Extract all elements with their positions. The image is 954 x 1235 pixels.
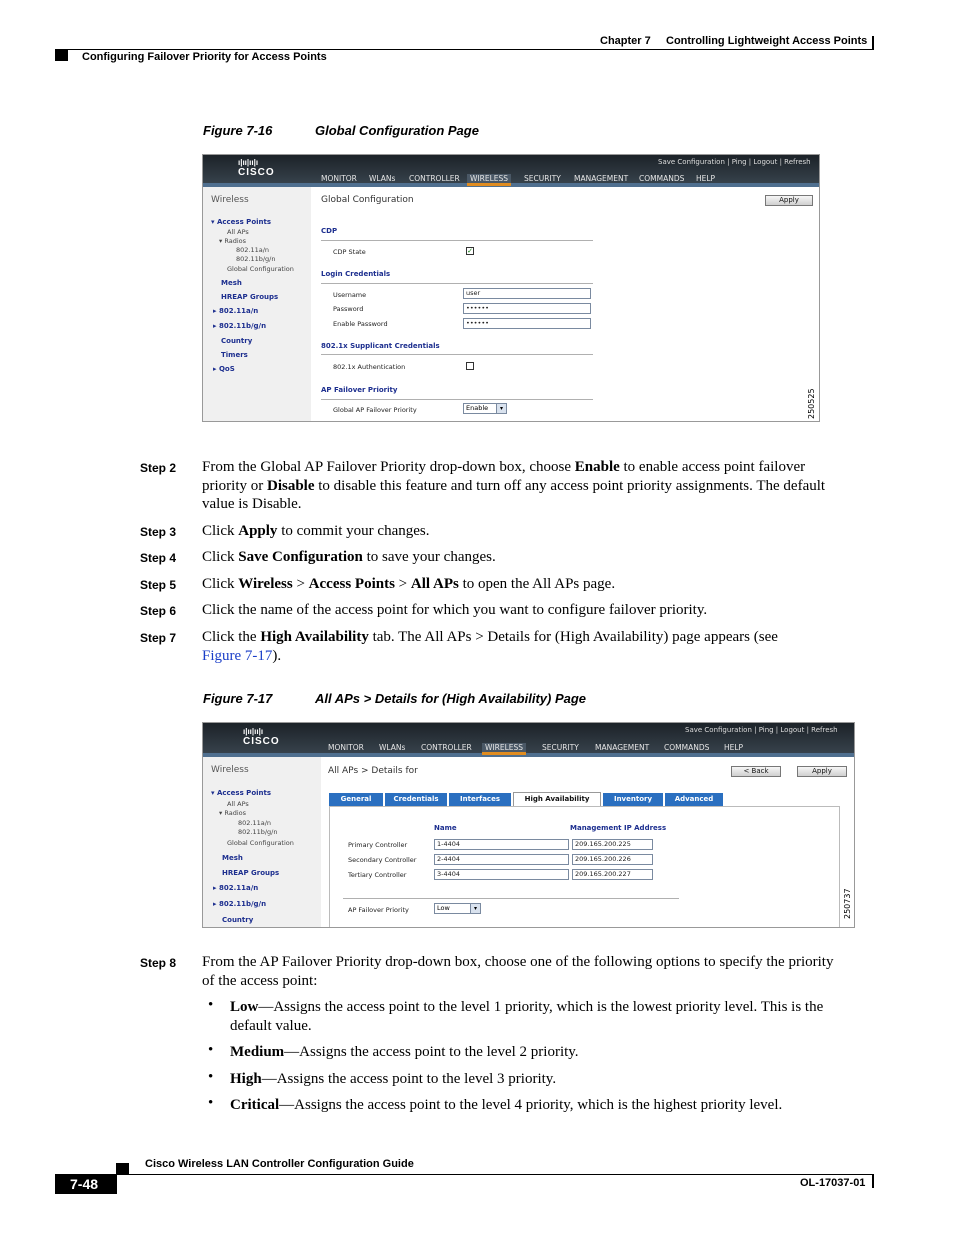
- step-5-text: Click Wireless > Access Points > All APs to open the All APs page.: [202, 576, 616, 592]
- sidebar-item-80211b[interactable]: ▸ 802.11b/g/n: [213, 322, 267, 330]
- section-failover: AP Failover Priority: [321, 386, 398, 394]
- step-5-label: Step 5: [140, 578, 177, 592]
- step-6-text: Click the name of the access point for which you want to configure failover priority.: [202, 602, 708, 618]
- tab-advanced[interactable]: Advanced: [665, 793, 723, 806]
- tab-general[interactable]: General: [329, 793, 383, 806]
- figure-17-id: 250737: [843, 888, 852, 919]
- step-7-label: Step 7: [140, 631, 177, 645]
- chapter-title: Controlling Lightweight Access Points: [666, 35, 868, 47]
- sidebar-item-all-aps[interactable]: All APs: [227, 228, 249, 236]
- page-title: All APs > Details for: [328, 766, 418, 776]
- step-7-text: Click the High Availability tab. The All APs > Details for (High Availability) page appears (see Figure 7-17).: [202, 629, 778, 664]
- sidebar-item-all-aps[interactable]: All APs: [227, 800, 249, 808]
- password-input[interactable]: ••••••: [463, 303, 591, 314]
- enable-password-label: Enable Password: [333, 320, 388, 328]
- step-3-label: Step 3: [140, 525, 177, 539]
- auth-label: 802.1x Authentication: [333, 363, 406, 371]
- step-8-label: Step 8: [140, 956, 177, 970]
- column-header-ip: Management IP Address: [570, 824, 667, 832]
- apply-button[interactable]: Apply: [797, 766, 847, 777]
- secondary-controller-name-input[interactable]: 2-4404: [434, 854, 569, 865]
- figure-16-id: 250525: [807, 388, 816, 419]
- menu-security[interactable]: SECURITY: [542, 743, 579, 752]
- figure-16-title: Global Configuration Page: [315, 123, 479, 138]
- primary-controller-label: Primary Controller: [348, 841, 408, 849]
- sidebar-item-global-config[interactable]: Global Configuration: [227, 839, 294, 847]
- tab-inventory[interactable]: Inventory: [603, 793, 663, 806]
- sidebar-item-radio-b[interactable]: 802.11b/g/n: [236, 255, 276, 263]
- step-2-text: From the Global AP Failover Priority drop-down box, choose Enable to enable access point failover priority or Disable to disable this feature and turn off any access point priority assignments. The default value is Disable.: [202, 459, 826, 512]
- menu-management[interactable]: MANAGEMENT: [595, 743, 650, 752]
- sidebar-item-access-points[interactable]: ▾ Access Points: [211, 218, 272, 226]
- menu-wireless[interactable]: WIRELESS: [467, 174, 511, 186]
- header-rule-right-tick: [872, 36, 874, 50]
- cdp-state-label: CDP State: [333, 248, 366, 256]
- sidebar-item-radio-a[interactable]: 802.11a/n: [236, 246, 270, 254]
- bullet-critical: Critical—Assigns the access point to the level 4 priority, which is the highest priority level.: [230, 1097, 783, 1113]
- primary-controller-ip-input[interactable]: 209.165.200.225: [572, 839, 653, 850]
- menu-commands[interactable]: COMMANDS: [664, 743, 710, 752]
- sidebar-item-qos[interactable]: ▸ QoS: [213, 365, 235, 373]
- sidebar-item-radios[interactable]: ▾ Radios: [219, 237, 246, 245]
- tertiary-controller-name-input[interactable]: 3-4404: [434, 869, 569, 880]
- sidebar-item-radios[interactable]: ▾ Radios: [219, 809, 246, 817]
- sidebar-item-radio-a[interactable]: 802.11a/n: [238, 819, 272, 827]
- bullet-dot: •: [208, 1069, 214, 1085]
- page-title: Global Configuration: [321, 195, 414, 205]
- global-failover-select[interactable]: Enable ▾: [463, 403, 507, 414]
- menu-wireless[interactable]: WIRELESS: [482, 743, 526, 755]
- figure-17-screenshot: [202, 722, 855, 928]
- menu-help[interactable]: HELP: [696, 174, 716, 183]
- sidebar-item-country[interactable]: Country: [221, 337, 253, 345]
- step-2-label: Step 2: [140, 461, 177, 475]
- step-8-text: From the AP Failover Priority drop-down box, choose one of the following options to specify the priority of the access point:: [202, 954, 834, 989]
- sidebar-item-80211b[interactable]: ▸ 802.11b/g/n: [213, 900, 267, 908]
- primary-controller-name-input[interactable]: 1-4404: [434, 839, 569, 850]
- tertiary-controller-ip-input[interactable]: 209.165.200.227: [572, 869, 653, 880]
- doc-number: OL-17037-01: [800, 1177, 866, 1189]
- auth-checkbox[interactable]: [466, 362, 474, 370]
- figure-16-number: Figure 7-16: [203, 123, 273, 138]
- back-button[interactable]: < Back: [731, 766, 781, 777]
- bullet-low: Low—Assigns the access point to the level 1 priority, which is the lowest priority level. This is the default value.: [230, 999, 824, 1034]
- username-input[interactable]: user: [463, 288, 591, 299]
- figure-17-number: Figure 7-17: [203, 691, 273, 706]
- bullet-medium: Medium—Assigns the access point to the level 2 priority.: [230, 1044, 579, 1060]
- username-label: Username: [333, 291, 367, 299]
- sidebar-title: Wireless: [211, 195, 249, 205]
- section-cdp: CDP: [321, 227, 338, 235]
- guide-title: Cisco Wireless LAN Controller Configuration Guide: [145, 1158, 414, 1170]
- figure-17-title: All APs > Details for (High Availability) Page: [315, 691, 587, 706]
- menu-commands[interactable]: COMMANDS: [639, 174, 685, 183]
- cdp-state-checkbox[interactable]: ✓: [467, 247, 473, 255]
- password-label: Password: [333, 305, 364, 313]
- sidebar-title: Wireless: [211, 765, 249, 775]
- cisco-logo: ı|ıı|ıı|ı CISCO: [238, 158, 275, 178]
- secondary-controller-label: Secondary Controller: [348, 856, 417, 864]
- figure-17-link[interactable]: Figure 7-17: [202, 647, 273, 664]
- secondary-controller-ip-input[interactable]: 209.165.200.226: [572, 854, 653, 865]
- column-header-name: Name: [434, 824, 457, 832]
- bullet-dot: •: [208, 1095, 214, 1111]
- sidebar-item-hreap[interactable]: HREAP Groups: [221, 293, 279, 301]
- global-failover-label: Global AP Failover Priority: [333, 406, 417, 414]
- menu-wlans[interactable]: WLANs: [379, 743, 406, 752]
- page-number: 7-48: [70, 1176, 99, 1192]
- footer-rule-right-tick: [872, 1174, 874, 1188]
- bullet-dot: •: [208, 997, 214, 1013]
- tertiary-controller-label: Tertiary Controller: [348, 871, 407, 879]
- tab-credentials[interactable]: Credentials: [385, 793, 447, 806]
- footer-marker: [116, 1163, 129, 1174]
- sidebar-item-country[interactable]: Country: [222, 916, 254, 924]
- chapter-number: Chapter 7: [600, 35, 651, 47]
- menu-management[interactable]: MANAGEMENT: [574, 174, 629, 183]
- chevron-down-icon: ▾: [496, 404, 506, 413]
- step-4-text: Click Save Configuration to save your changes.: [202, 549, 496, 565]
- top-links[interactable]: Save Configuration | Ping | Logout | Refresh: [685, 726, 838, 734]
- sidebar-item-mesh[interactable]: Mesh: [221, 279, 242, 287]
- header-rule: [55, 49, 874, 50]
- bullet-high: High—Assigns the access point to the level 3 priority.: [230, 1071, 557, 1087]
- bullet-dot: •: [208, 1042, 214, 1058]
- step-3-text: Click Apply to commit your changes.: [202, 523, 430, 539]
- ap-failover-priority-label: AP Failover Priority: [348, 906, 409, 914]
- menu-help[interactable]: HELP: [724, 743, 744, 752]
- section-supplicant: 802.1x Supplicant Credentials: [321, 342, 440, 350]
- sidebar-item-mesh[interactable]: Mesh: [222, 854, 243, 862]
- chevron-down-icon: ▾: [470, 904, 480, 913]
- step-6-label: Step 6: [140, 604, 177, 618]
- footer-rule: [55, 1174, 874, 1175]
- sidebar-item-global-config[interactable]: Global Configuration: [227, 265, 294, 273]
- sidebar-item-radio-b[interactable]: 802.11b/g/n: [238, 828, 278, 836]
- step-4-label: Step 4: [140, 551, 177, 565]
- menu-wlans[interactable]: WLANs: [369, 174, 396, 183]
- sidebar-item-access-points[interactable]: ▾ Access Points: [211, 789, 272, 797]
- apply-button[interactable]: Apply: [765, 195, 813, 206]
- menu-security[interactable]: SECURITY: [524, 174, 561, 183]
- sidebar-item-80211a[interactable]: ▸ 802.11a/n: [213, 307, 259, 315]
- sidebar-item-80211a[interactable]: ▸ 802.11a/n: [213, 884, 259, 892]
- menu-controller[interactable]: CONTROLLER: [409, 174, 460, 183]
- menu-controller[interactable]: CONTROLLER: [421, 743, 472, 752]
- top-links[interactable]: Save Configuration | Ping | Logout | Refresh: [658, 158, 811, 166]
- section-login-credentials: Login Credentials: [321, 270, 391, 278]
- figure-16-screenshot: [202, 154, 820, 422]
- cisco-logo: ı|ıı|ıı|ı CISCO: [243, 727, 280, 747]
- sidebar-item-timers[interactable]: Timers: [221, 351, 248, 359]
- header-marker: [55, 50, 68, 61]
- menu-monitor[interactable]: MONITOR: [328, 743, 364, 752]
- menu-monitor[interactable]: MONITOR: [321, 174, 357, 183]
- tab-high-availability[interactable]: High Availability: [513, 792, 601, 807]
- enable-password-input[interactable]: ••••••: [463, 318, 591, 329]
- ap-failover-priority-select[interactable]: Low ▾: [434, 903, 481, 914]
- tab-interfaces[interactable]: Interfaces: [449, 793, 511, 806]
- sidebar-item-hreap[interactable]: HREAP Groups: [222, 869, 280, 877]
- section-title: Configuring Failover Priority for Access Points: [82, 51, 327, 63]
